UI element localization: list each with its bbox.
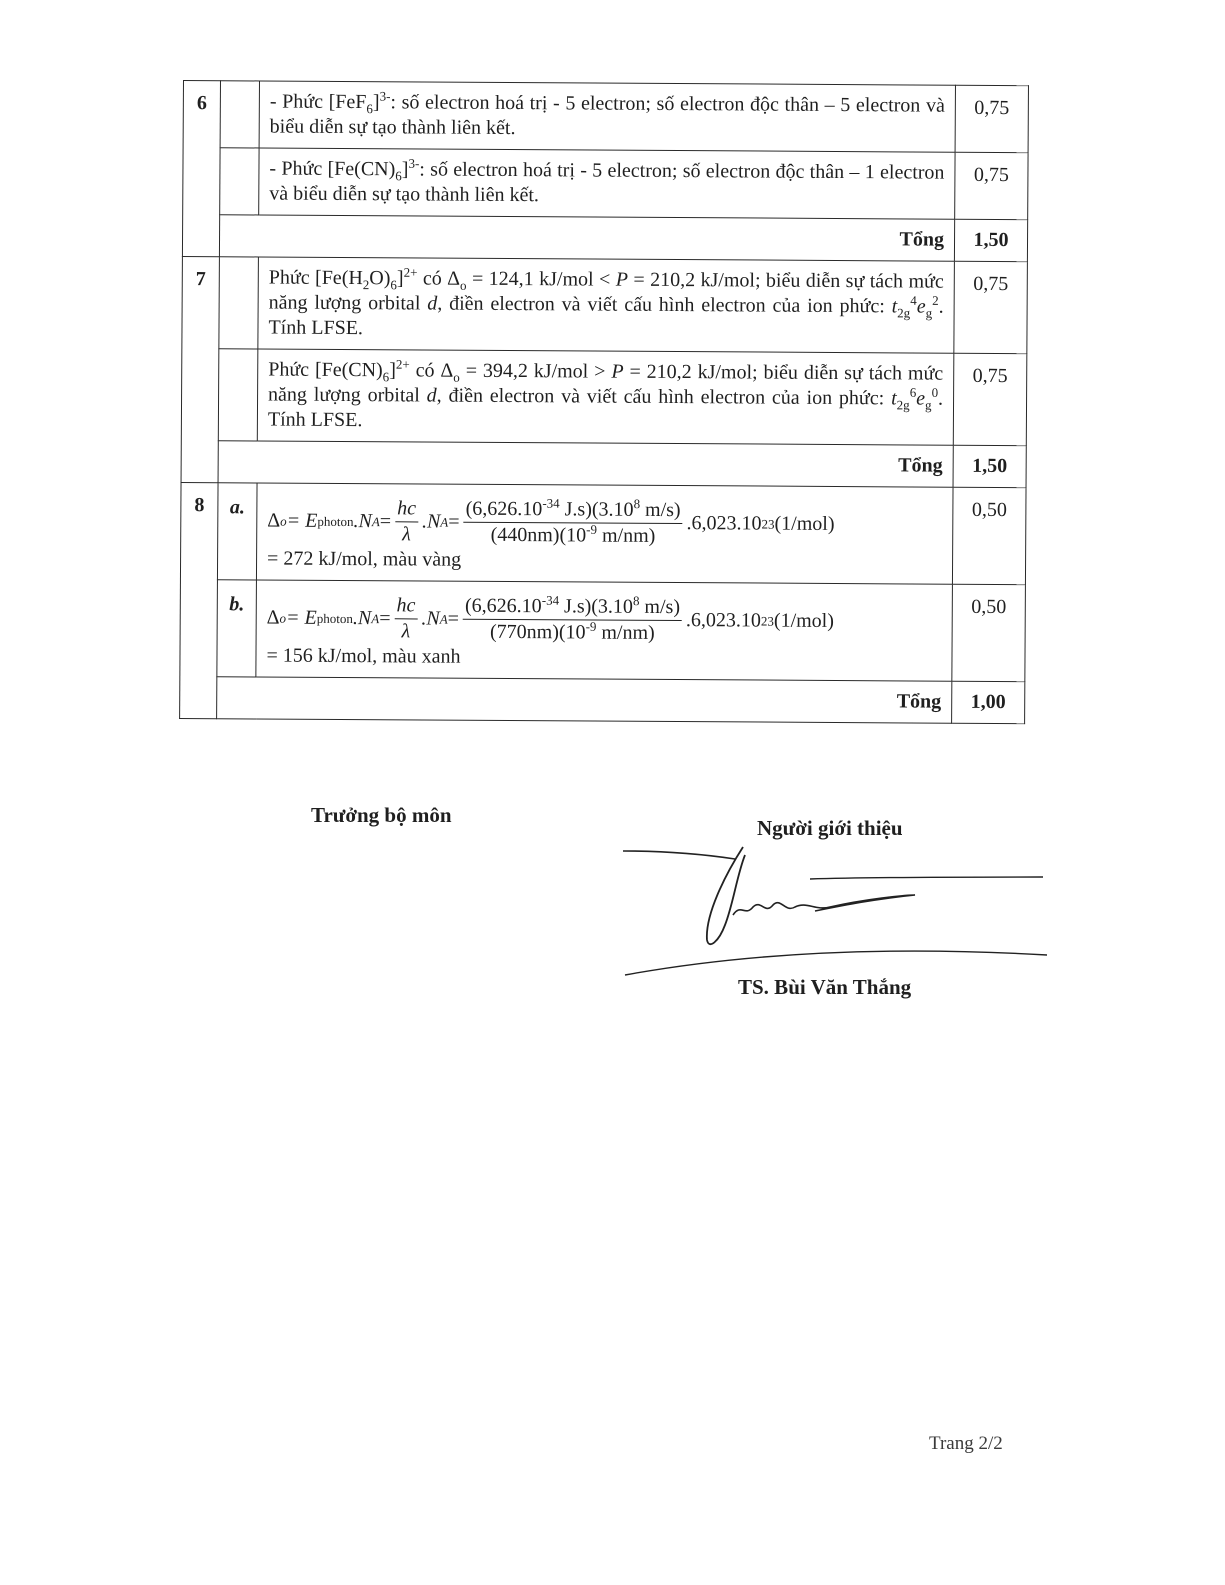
- q7-part-blank-2: [218, 349, 258, 441]
- q8-part-b-frac-values: $\frac{(6,626.10^{-34} J.s)(3.10^8 m/s)}{(770nm)(10^{-9} m/nm)}$: [463, 594, 682, 646]
- introducer-title: Người giới thiệu: [757, 816, 903, 840]
- q8-part-b-formula: Δ o = E photon .N A = $\frac{hc}{\lambda}$ .N A = $\frac{(6,626.10^{-34} J.s)(3.10^8 m/s)}{(770nm)(10^{-9} m/nm)}$ .6,023.10 23 (1/mol): [267, 589, 942, 648]
- q7-item-2: Phức $[Fe(CN)_6]^{2+}$ có $\Delta_o = 394,2$ kJ/mol > P = 210,2 kJ/mol; biểu diễn sự tách mức năng lượng orbital d, điền electron và viết cấu hình electron của ion phức: $t_{2g}^6e_g^0$. Tính LFSE.: [257, 349, 954, 445]
- q8-part-a: [256, 483, 953, 584]
- answer-table: [179, 80, 1029, 724]
- q8-total-row: [180, 676, 1025, 723]
- q6-row-2: [183, 148, 1028, 220]
- q7-part-blank: [219, 257, 259, 349]
- page-number: Trang 2/2: [929, 1433, 1003, 1454]
- q8-total-label: Tổng: [217, 677, 952, 723]
- q7-item-1-score: 0,75: [954, 261, 1028, 353]
- q8-part-b-frac-hc: $\frac{hc}{\lambda}$: [394, 593, 417, 644]
- q8-row-a: [180, 482, 1026, 584]
- head-of-department-title: Trưởng bộ môn: [311, 803, 452, 827]
- q8-part-a-label: a.: [217, 483, 257, 580]
- q6-total-score: 1,50: [954, 219, 1027, 261]
- q6-total-row: [182, 215, 1027, 262]
- q8-row-b: [180, 579, 1026, 681]
- q8-part-a-formula: Δ o = E photon .N A = $\frac{hc}{\lambda}$ .N A = $\frac{(6,626.10^{-34} J.s)(3.10^8 m/s)}{(440nm)(10^{-9} m/nm)}$ .6,023.10 23 (1/mol): [267, 492, 942, 551]
- q7-row-1: [182, 256, 1028, 353]
- q8-part-a-frac-values: $\frac{(6,626.10^{-34} J.s)(3.10^8 m/s)}{(440nm)(10^{-9} m/nm)}$: [463, 497, 682, 549]
- q6-item-1-score: 0,75: [955, 85, 1028, 152]
- q6-item-2: - Phức $[Fe(CN)_6]^{3-}$: số electron hoá trị - 5 electron; số electron độc thân – 1 electron và biểu diễn sự tạo thành liên kết.: [259, 148, 955, 219]
- q6-part-blank-2: [220, 148, 259, 215]
- q7-number: 7: [181, 256, 219, 482]
- q6-part-blank: [220, 81, 259, 148]
- q8-part-b-label: b.: [217, 580, 257, 677]
- q7-item-2-score: 0,75: [953, 353, 1027, 445]
- q6-number: 6: [182, 81, 220, 257]
- q7-item-1: Phức $[Fe(H_2O)_6]^{2+}$ có $\Delta_o = 124,1$ kJ/mol < P = 210,2 kJ/mol; biểu diễn sự tách mức năng lượng orbital d, điền electron và viết cấu hình electron của ion phức: $t_{2g}^4e_g^2$. Tính LFSE.: [258, 257, 955, 353]
- q7-row-2: [181, 348, 1027, 445]
- q8-part-b: [256, 580, 953, 681]
- q7-total-row: [181, 440, 1026, 487]
- q8-number: 8: [180, 482, 218, 718]
- q8-part-b-score: 0,50: [952, 584, 1026, 681]
- q8-total-score: 1,00: [952, 681, 1025, 723]
- q6-item-1: - Phức $[FeF_6]^{3-}$: số electron hoá trị - 5 electron; số electron độc thân – 5 electron và biểu diễn sự tạo thành liên kết.: [259, 81, 955, 152]
- introducer-name: TS. Bùi Văn Thắng: [738, 975, 912, 999]
- q8-part-b-result: = 156 kJ/mol, màu xanh: [266, 644, 461, 668]
- q7-total-score: 1,50: [953, 445, 1026, 487]
- q7-total-label: Tổng: [218, 441, 953, 487]
- q8-part-a-score: 0,50: [952, 487, 1026, 584]
- q6-total-label: Tổng: [219, 215, 954, 261]
- q8-part-a-frac-hc: $\frac{hc}{\lambda}$: [395, 496, 418, 547]
- handwritten-signature: [615, 845, 1055, 985]
- q6-item-2-score: 0,75: [955, 152, 1028, 219]
- q6-row-1: [183, 81, 1028, 153]
- q8-part-a-result: = 272 kJ/mol, màu vàng: [267, 547, 462, 571]
